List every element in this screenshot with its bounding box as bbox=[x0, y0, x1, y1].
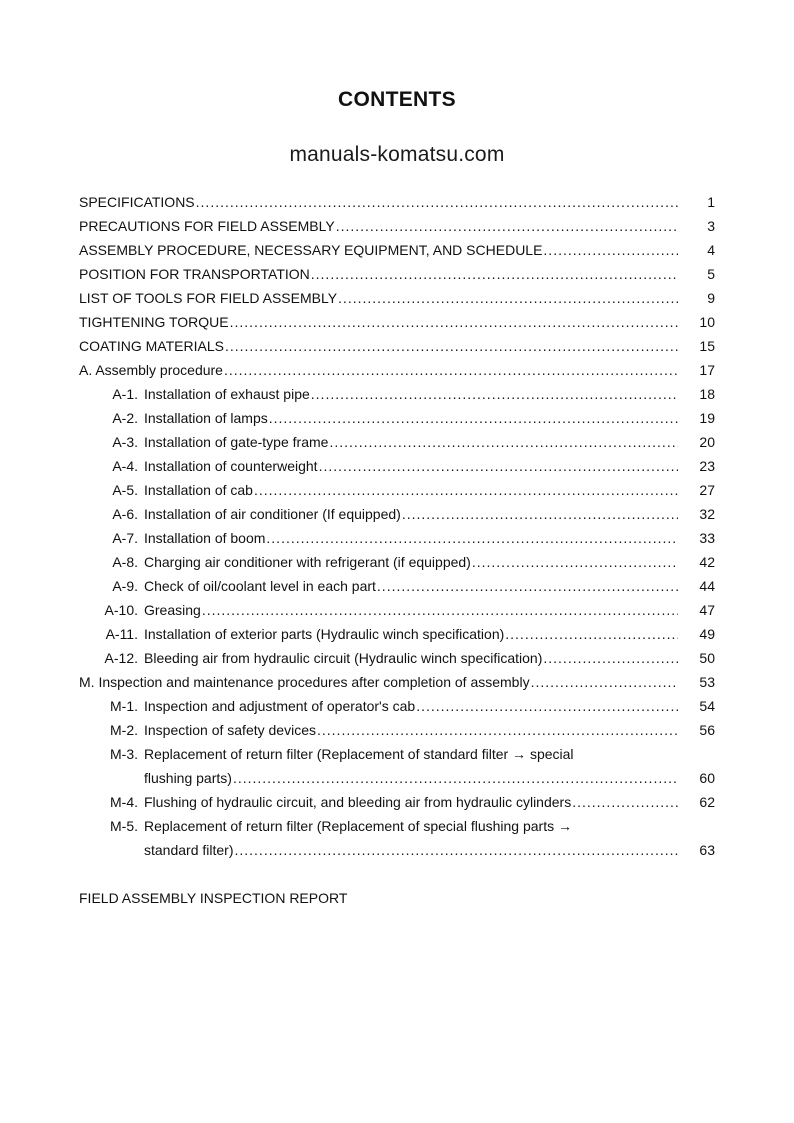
toc-entry[interactable] bbox=[79, 742, 715, 766]
table-of-contents bbox=[79, 190, 715, 862]
toc-entry-label: ASSEMBLY PROCEDURE, NECESSARY EQUIPMENT, AND SCHEDULE bbox=[79, 242, 543, 258]
toc-entry-page: 1 bbox=[707, 194, 715, 210]
toc-entry[interactable] bbox=[79, 646, 715, 670]
toc-leader-dots bbox=[338, 286, 678, 310]
toc-entry-label: SPECIFICATIONS bbox=[79, 194, 195, 210]
toc-entry-number: A-1. bbox=[112, 386, 138, 402]
toc-entry[interactable] bbox=[79, 718, 715, 742]
toc-entry-number: M-2. bbox=[110, 722, 138, 738]
toc-leader-dots bbox=[266, 526, 678, 550]
toc-entry-label: Installation of exterior parts (Hydraulic winch specification) bbox=[144, 626, 505, 642]
toc-entry-page: 49 bbox=[699, 626, 715, 642]
toc-leader-dots bbox=[233, 766, 678, 790]
toc-entry-number: A-9. bbox=[112, 578, 138, 594]
toc-entry-page: 53 bbox=[699, 674, 715, 690]
toc-entry-label: Flushing of hydraulic circuit, and bleeding air from hydraulic cylinders bbox=[144, 794, 572, 810]
toc-entry-label: A. Assembly procedure bbox=[79, 362, 223, 378]
toc-entry-page: 63 bbox=[699, 842, 715, 858]
toc-leader-dots bbox=[230, 310, 678, 334]
toc-entry-label: flushing parts) bbox=[144, 770, 232, 786]
toc-entry-number: A-3. bbox=[112, 434, 138, 450]
toc-entry-page: 32 bbox=[699, 506, 715, 522]
toc-entry-page: 62 bbox=[699, 794, 715, 810]
toc-entry-page: 54 bbox=[699, 698, 715, 714]
toc-entry-label: Replacement of return filter (Replacement of special flushing parts → bbox=[144, 818, 572, 834]
toc-entry-label: Installation of cab bbox=[144, 482, 253, 498]
toc-entry-page: 23 bbox=[699, 458, 715, 474]
toc-entry-number: M-3. bbox=[110, 746, 138, 762]
toc-entry[interactable] bbox=[79, 502, 715, 526]
toc-entry[interactable] bbox=[79, 262, 715, 286]
toc-entry-label: Installation of exhaust pipe bbox=[144, 386, 310, 402]
toc-entry[interactable] bbox=[79, 310, 715, 334]
toc-entry[interactable] bbox=[79, 334, 715, 358]
toc-entry-number: A-6. bbox=[112, 506, 138, 522]
toc-entry-label: Inspection and adjustment of operator's cab bbox=[144, 698, 416, 714]
toc-entry[interactable] bbox=[79, 358, 715, 382]
toc-leader-dots bbox=[531, 670, 678, 694]
toc-entry[interactable] bbox=[79, 190, 715, 214]
toc-entry-label: Installation of lamps bbox=[144, 410, 268, 426]
toc-entry-number: A-2. bbox=[112, 410, 138, 426]
toc-leader-dots bbox=[416, 694, 678, 718]
toc-leader-dots bbox=[225, 334, 678, 358]
toc-leader-dots bbox=[336, 214, 678, 238]
toc-entry[interactable] bbox=[79, 382, 715, 406]
toc-entry-page: 3 bbox=[707, 218, 715, 234]
toc-entry-number: M-4. bbox=[110, 794, 138, 810]
toc-entry[interactable] bbox=[79, 598, 715, 622]
toc-leader-dots bbox=[196, 190, 678, 214]
toc-leader-dots bbox=[234, 838, 678, 862]
toc-entry-page: 19 bbox=[699, 410, 715, 426]
toc-entry[interactable] bbox=[79, 430, 715, 454]
toc-entry-label: M. Inspection and maintenance procedures after completion of assembly bbox=[79, 674, 530, 690]
toc-entry-label: TIGHTENING TORQUE bbox=[79, 314, 229, 330]
toc-entry-page: 33 bbox=[699, 530, 715, 546]
toc-leader-dots bbox=[319, 454, 678, 478]
toc-entry-page: 27 bbox=[699, 482, 715, 498]
page-title: CONTENTS bbox=[338, 88, 456, 111]
toc-entry[interactable] bbox=[79, 526, 715, 550]
toc-entry[interactable] bbox=[79, 670, 715, 694]
watermark-url: manuals-komatsu.com bbox=[289, 143, 505, 166]
toc-entry-label: COATING MATERIALS bbox=[79, 338, 224, 354]
toc-entry-page: 17 bbox=[699, 362, 715, 378]
toc-leader-dots bbox=[311, 382, 678, 406]
toc-entry-page: 15 bbox=[699, 338, 715, 354]
toc-entry-label: standard filter) bbox=[144, 842, 234, 858]
toc-entry-number: A-10. bbox=[104, 602, 138, 618]
toc-entry-label: Installation of gate-type frame bbox=[144, 434, 329, 450]
toc-entry-page: 20 bbox=[699, 434, 715, 450]
toc-entry[interactable] bbox=[79, 454, 715, 478]
toc-entry-page: 5 bbox=[707, 266, 715, 282]
toc-entry-number: M-5. bbox=[110, 818, 138, 834]
toc-entry-page: 4 bbox=[707, 242, 715, 258]
toc-entry[interactable] bbox=[79, 214, 715, 238]
toc-leader-dots bbox=[224, 358, 678, 382]
toc-entry-label: Greasing bbox=[144, 602, 201, 618]
toc-entry[interactable] bbox=[79, 478, 715, 502]
toc-entry-page: 10 bbox=[699, 314, 715, 330]
toc-entry-label: Charging air conditioner with refrigerant (if equipped) bbox=[144, 554, 471, 570]
toc-entry-label: Replacement of return filter (Replacement of standard filter → special bbox=[144, 746, 574, 762]
toc-entry[interactable] bbox=[79, 766, 715, 790]
toc-leader-dots bbox=[269, 406, 678, 430]
toc-entry-label: Bleeding air from hydraulic circuit (Hydraulic winch specification) bbox=[144, 650, 543, 666]
toc-leader-dots bbox=[472, 550, 678, 574]
toc-entry[interactable] bbox=[79, 574, 715, 598]
toc-entry-number: A-7. bbox=[112, 530, 138, 546]
toc-leader-dots bbox=[402, 502, 678, 526]
toc-entry-label: PRECAUTIONS FOR FIELD ASSEMBLY bbox=[79, 218, 335, 234]
toc-entry-page: 42 bbox=[699, 554, 715, 570]
inspection-report-heading: FIELD ASSEMBLY INSPECTION REPORT bbox=[79, 890, 348, 906]
toc-entry-number: A-4. bbox=[112, 458, 138, 474]
toc-entry[interactable] bbox=[79, 838, 715, 862]
toc-entry[interactable] bbox=[79, 286, 715, 310]
toc-entry-label: Check of oil/coolant level in each part bbox=[144, 578, 376, 594]
toc-entry-label: Installation of air conditioner (If equipped) bbox=[144, 506, 401, 522]
toc-entry-page: 18 bbox=[699, 386, 715, 402]
toc-leader-dots bbox=[572, 790, 678, 814]
toc-entry-page: 50 bbox=[699, 650, 715, 666]
toc-entry-page: 60 bbox=[699, 770, 715, 786]
toc-entry[interactable] bbox=[79, 238, 715, 262]
toc-entry-page: 44 bbox=[699, 578, 715, 594]
toc-entry-page: 56 bbox=[699, 722, 715, 738]
toc-entry[interactable] bbox=[79, 622, 715, 646]
toc-entry[interactable] bbox=[79, 694, 715, 718]
toc-entry-label: Installation of boom bbox=[144, 530, 266, 546]
toc-entry-page: 47 bbox=[699, 602, 715, 618]
toc-entry-label: Inspection of safety devices bbox=[144, 722, 316, 738]
toc-leader-dots bbox=[543, 646, 678, 670]
toc-leader-dots bbox=[377, 574, 678, 598]
toc-entry[interactable] bbox=[79, 790, 715, 814]
toc-leader-dots bbox=[317, 718, 678, 742]
toc-leader-dots bbox=[254, 478, 678, 502]
toc-entry-page: 9 bbox=[707, 290, 715, 306]
toc-entry-label: LIST OF TOOLS FOR FIELD ASSEMBLY bbox=[79, 290, 338, 306]
toc-entry-label: POSITION FOR TRANSPORTATION bbox=[79, 266, 310, 282]
toc-leader-dots bbox=[202, 598, 678, 622]
toc-entry[interactable] bbox=[79, 406, 715, 430]
toc-entry-number: A-12. bbox=[104, 650, 138, 666]
toc-entry-number: A-8. bbox=[112, 554, 138, 570]
toc-entry[interactable] bbox=[79, 550, 715, 574]
toc-entry[interactable] bbox=[79, 814, 715, 838]
toc-leader-dots bbox=[505, 622, 678, 646]
toc-leader-dots bbox=[543, 238, 678, 262]
toc-entry-number: M-1. bbox=[110, 698, 138, 714]
toc-entry-number: A-11. bbox=[105, 626, 138, 642]
toc-entry-number: A-5. bbox=[112, 482, 138, 498]
toc-entry-label: Installation of counterweight bbox=[144, 458, 318, 474]
toc-leader-dots bbox=[311, 262, 678, 286]
toc-leader-dots bbox=[329, 430, 678, 454]
